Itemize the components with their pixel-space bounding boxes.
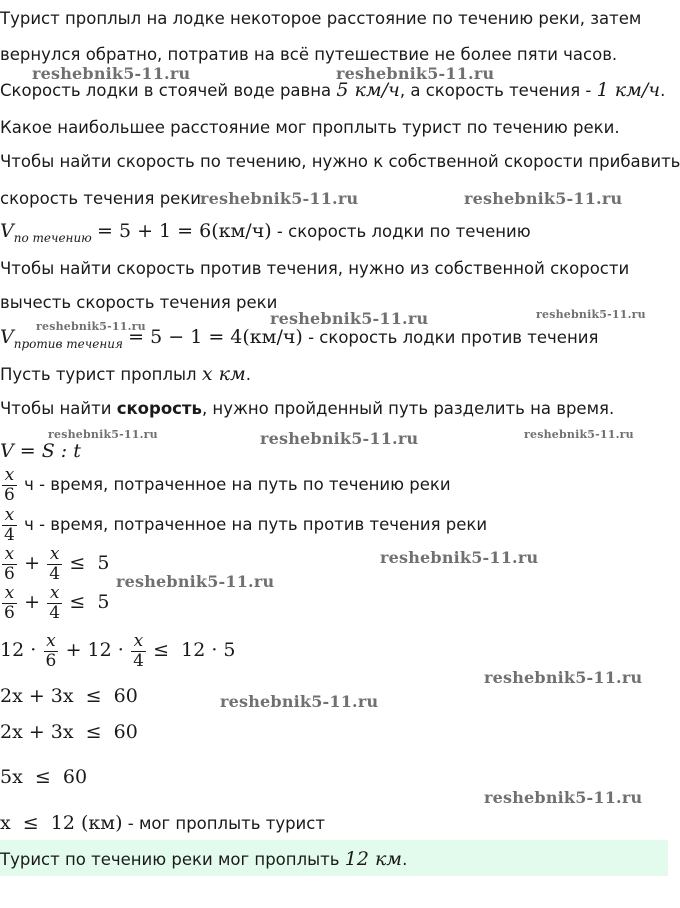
watermark: reshebnik5-11.ru bbox=[336, 64, 495, 83]
watermark: reshebnik5-11.ru bbox=[48, 428, 158, 441]
problem-line-2: вернулся обратно, потратив на всё путешествие не более пяти часов. bbox=[0, 45, 618, 64]
fraction-denominator: 4 bbox=[4, 525, 15, 545]
v-downstream-desc: - скорость лодки по течению bbox=[276, 222, 531, 241]
ineq-plus: + bbox=[24, 591, 40, 613]
mult-middle: + 12 · bbox=[65, 639, 124, 661]
v-downstream-letter: V bbox=[0, 220, 14, 242]
sum-inequality-2: 2x + 3x ≤ 60 bbox=[0, 721, 138, 743]
ineq-fraction-1 bbox=[2, 545, 17, 584]
speed-rule-bold: скорость bbox=[116, 399, 202, 418]
let-variable: x км bbox=[201, 363, 246, 385]
problem-line-1: Турист проплыл на лодке некоторое расстояние по течению реки, затем bbox=[0, 9, 642, 28]
boat-speed-value: 5 км/ч bbox=[336, 79, 400, 101]
v-downstream-subscript: по течению bbox=[13, 231, 92, 245]
downstream-rule-1: Чтобы найти скорость по течению, нужно к собственной скорости прибавить bbox=[0, 152, 680, 171]
v-upstream-subscript: против течения bbox=[13, 337, 123, 351]
v-upstream-letter: V bbox=[0, 326, 14, 348]
let-text: Пусть турист проплыл bbox=[0, 365, 197, 384]
multiply-step bbox=[0, 628, 236, 673]
watermark: reshebnik5-11.ru bbox=[270, 309, 429, 328]
v-upstream-desc: - скорость лодки против течения bbox=[308, 328, 599, 347]
fraction-numerator: x bbox=[46, 631, 56, 651]
sum-inequality-1: 2x + 3x ≤ 60 bbox=[0, 685, 138, 707]
watermark: reshebnik5-11.ru bbox=[524, 428, 634, 441]
result-desc: - мог проплыть турист bbox=[127, 814, 325, 833]
watermark: reshebnik5-11.ru bbox=[484, 668, 643, 687]
time-downstream-desc: ч - время, потраченное на путь по течению реки bbox=[24, 475, 451, 494]
result-line bbox=[0, 812, 325, 835]
combined-inequality: 5x ≤ 60 bbox=[0, 766, 88, 788]
fraction-denominator: 4 bbox=[133, 651, 144, 671]
fraction-denominator: 6 bbox=[4, 564, 15, 584]
watermark: reshebnik5-11.ru bbox=[220, 692, 379, 711]
let-end: . bbox=[245, 365, 251, 384]
time-downstream bbox=[0, 465, 451, 505]
result-inequality: x ≤ 12 (км) bbox=[0, 812, 123, 834]
time-downstream-fraction bbox=[2, 466, 17, 505]
upstream-rule-1: Чтобы найти скорость против течения, нужно из собственной скорости bbox=[0, 259, 630, 278]
v-downstream-formula bbox=[0, 220, 531, 249]
ineq-plus: + bbox=[24, 552, 40, 574]
fraction-denominator: 6 bbox=[4, 485, 15, 505]
watermark: reshebnik5-11.ru bbox=[36, 320, 146, 333]
time-upstream-fraction bbox=[2, 506, 17, 545]
fraction-numerator: x bbox=[4, 583, 15, 603]
ineq-rhs: ≤ 5 bbox=[69, 552, 110, 574]
let-statement bbox=[0, 363, 251, 386]
watermark: reshebnik5-11.ru bbox=[260, 429, 419, 448]
inequality-1 bbox=[0, 543, 109, 584]
fraction-denominator: 6 bbox=[4, 603, 15, 623]
answer-text: Турист по течению реки мог проплыть bbox=[0, 850, 340, 869]
fraction-numerator: x bbox=[4, 505, 15, 525]
watermark: reshebnik5-11.ru bbox=[464, 189, 623, 208]
v-upstream-calc: = 5 − 1 = 4(км/ч) bbox=[128, 326, 303, 348]
watermark: reshebnik5-11.ru bbox=[536, 308, 646, 321]
answer-end: . bbox=[402, 850, 408, 869]
fraction-numerator: x bbox=[4, 544, 15, 564]
current-speed-value: 1 км/ч bbox=[596, 79, 661, 101]
watermark: reshebnik5-11.ru bbox=[32, 64, 191, 83]
speed-rule bbox=[0, 398, 614, 420]
mult-fraction-1 bbox=[44, 632, 59, 671]
time-upstream bbox=[0, 505, 487, 545]
speed-rule-b: , нужно пройденный путь разделить на время. bbox=[201, 399, 615, 418]
speed-rule-a: Чтобы найти bbox=[0, 399, 112, 418]
fraction-numerator: x bbox=[133, 631, 144, 651]
watermark: reshebnik5-11.ru bbox=[200, 189, 359, 208]
ineq-fraction-2 bbox=[47, 584, 62, 623]
downstream-rule-2: скорость течения реки bbox=[0, 189, 202, 208]
formula-v-s-t: V = S : t bbox=[0, 440, 81, 462]
ineq-rhs: ≤ 5 bbox=[69, 591, 110, 613]
inequality-2 bbox=[0, 582, 109, 623]
fraction-numerator: x bbox=[49, 583, 60, 603]
answer-line bbox=[0, 848, 407, 871]
mult-left: 12 · bbox=[0, 639, 37, 661]
problem-line-3-text-b: , а скорость течения - bbox=[399, 81, 592, 100]
problem-line-3-text-c: . bbox=[660, 81, 666, 100]
fraction-numerator: x bbox=[4, 465, 15, 485]
mult-rhs: ≤ 12 · 5 bbox=[153, 639, 236, 661]
fraction-denominator: 6 bbox=[45, 651, 57, 671]
problem-question: Какое наибольшее расстояние мог проплыть турист по течению реки. bbox=[0, 118, 620, 137]
v-downstream-calc: = 5 + 1 = 6(км/ч) bbox=[97, 220, 272, 242]
fraction-denominator: 4 bbox=[49, 603, 61, 623]
ineq-fraction-1 bbox=[2, 584, 17, 623]
mult-fraction-2 bbox=[131, 632, 146, 671]
ineq-fraction-2 bbox=[47, 545, 62, 584]
watermark: reshebnik5-11.ru bbox=[380, 548, 539, 567]
watermark: reshebnik5-11.ru bbox=[484, 788, 643, 807]
fraction-numerator: x bbox=[49, 544, 60, 564]
answer-value: 12 км bbox=[344, 848, 403, 870]
problem-line-3-text-a: Скорость лодки в стоячей воде равна bbox=[0, 81, 332, 100]
upstream-rule-2: вычесть скорость течения реки bbox=[0, 293, 278, 312]
fraction-denominator: 4 bbox=[49, 564, 61, 584]
time-upstream-desc: ч - время, потраченное на путь против течения реки bbox=[24, 515, 488, 534]
watermark: reshebnik5-11.ru bbox=[116, 572, 275, 591]
